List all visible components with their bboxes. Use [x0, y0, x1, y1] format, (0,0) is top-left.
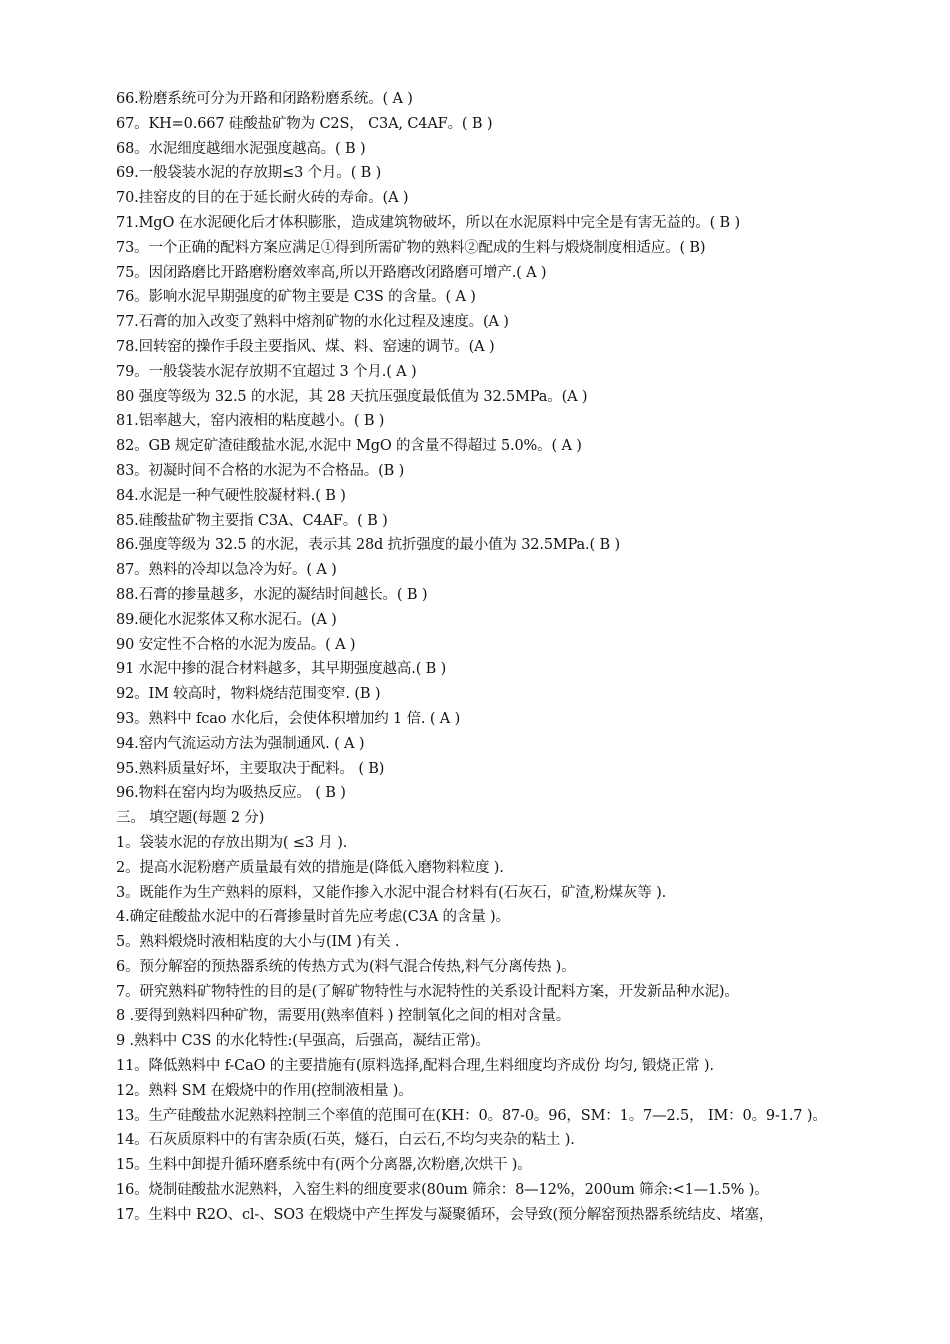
text-line: 71.MgO 在水泥硬化后才体积膨胀，造成建筑物破坏，所以在水泥原料中完全是有害无益的。( B ) — [116, 214, 741, 231]
text-line: 16。烧制硅酸盐水泥熟料，入窑生料的细度要求(80um 筛余：8—12%，200um 筛余:<1—1.5% )。 — [116, 1182, 769, 1199]
text-line: 83。初凝时间不合格的水泥为不合格品。(B ) — [116, 462, 405, 479]
text-line: 88.石膏的掺量越多，水泥的凝结时间越长。( B ) — [116, 586, 428, 603]
text-line: 84.水泥是一种气硬性胶凝材料.( B ) — [116, 487, 346, 504]
text-line: 94.窑内气流运动方法为强制通风. ( A ) — [116, 735, 365, 752]
text-line: 1。袋装水泥的存放出期为( ≤3 月 ). — [116, 834, 348, 851]
text-line: 92。IM 较高时，物料烧结范围变窄. (B ) — [116, 686, 381, 703]
text-line: 91 水泥中掺的混合材料越多，其早期强度越高.( B ) — [116, 661, 447, 678]
text-line: 87。熟料的冷却以急冷为好。( A ) — [116, 562, 337, 579]
text-line: 96.物料在窑内均为吸热反应。 ( B ) — [116, 785, 346, 802]
text-line: 6。预分解窑的预热器系统的传热方式为(料气混合传热,料气分离传热 )。 — [116, 958, 576, 975]
text-line: 76。影响水泥早期强度的矿物主要是 C3S 的含量。( A ) — [116, 289, 476, 306]
text-line: 89.硬化水泥浆体又称水泥石。(A ) — [116, 611, 337, 628]
text-line: 79。一般袋装水泥存放期不宜超过 3 个月.( A ) — [116, 363, 417, 380]
text-line: 80 强度等级为 32.5 的水泥，其 28 天抗压强度最低值为 32.5MPa。(A ) — [116, 388, 588, 405]
text-line: 8 .要得到熟料四种矿物，需要用(熟率值料 ) 控制氧化之间的相对含量。 — [116, 1008, 571, 1025]
text-line: 70.挂窑皮的目的在于延长耐火砖的寿命。(A ) — [116, 190, 409, 207]
text-line: 5。熟料煅烧时液相粘度的大小与(IM )有关 . — [116, 934, 400, 951]
text-line: 17。生料中 R2O、cl-、SO3 在煅烧中产生挥发与凝聚循环，会导致(预分解窑预热器系统结皮、堵塞， — [116, 1206, 774, 1223]
text-line: 73。一个正确的配料方案应满足①得到所需矿物的熟料②配成的生料与煅烧制度相适应。( B) — [116, 239, 706, 256]
text-line: 2。提高水泥粉磨产质量最有效的措施是(降低入磨物料粒度 ). — [116, 859, 504, 876]
text-line: 68。水泥细度越细水泥强度越高。( B ) — [116, 140, 366, 157]
text-line: 9 .熟料中 C3S 的水化特性:(早强高，后强高，凝结正常)。 — [116, 1033, 490, 1050]
text-line: 13。生产硅酸盐水泥熟料控制三个率值的范围可在(KH：0。87-0。96，SM：1。7—2.5， IM：0。9-1.7 )。 — [116, 1107, 827, 1124]
text-line: 66.粉磨系统可分为开路和闭路粉磨系统。( A ) — [116, 91, 413, 107]
text-line: 3。既能作为生产熟料的原料，又能作掺入水泥中混合材料有(石灰石，矿渣,粉煤灰等 ). — [116, 884, 667, 901]
text-line: 82。GB 规定矿渣硅酸盐水泥,水泥中 MgO 的含量不得超过 5.0%。( A ) — [116, 438, 582, 455]
document-body — [116, 87, 916, 1228]
text-line: 7。研究熟料矿物特性的目的是(了解矿物特性与水泥特性的关系设计配料方案，开发新品种水泥)。 — [116, 983, 739, 1000]
text-line: 75。因闭路磨比开路磨粉磨效率高,所以开路磨改闭路磨可增产.( A ) — [116, 264, 547, 281]
text-line: 85.硅酸盐矿物主要指 C3A、C4AF。( B ) — [116, 512, 388, 529]
text-line: 67。KH=0.667 硅酸盐矿物为 C2S， C3A, C4AF。( B ) — [116, 115, 493, 132]
text-line: 77.石膏的加入改变了熟料中熔剂矿物的水化过程及速度。(A ) — [116, 314, 509, 331]
text-line: 78.回转窑的操作手段主要指风、煤、料、窑速的调节。(A ) — [116, 338, 495, 355]
text-line: 14。石灰质原料中的有害杂质(石英，燧石，白云石,不均匀夹杂的粘土 ). — [116, 1132, 575, 1149]
text-line: 12。熟料 SM 在煅烧中的作用(控制液相量 )。 — [116, 1082, 413, 1099]
text-line: 86.强度等级为 32.5 的水泥，表示其 28d 抗折强度的最小值为 32.5MPa.( B ) — [116, 537, 620, 554]
text-line: 69.一般袋装水泥的存放期≤3 个月。( B ) — [116, 165, 382, 182]
text-line: 4.确定硅酸盐水泥中的石膏掺量时首先应考虑(C3A 的含量 )。 — [116, 909, 510, 926]
text-line: 15。生料中卸提升循环磨系统中有(两个分离器,次粉磨,次烘干 )。 — [116, 1157, 532, 1174]
text-line: 93。熟料中 fcao 水化后，会使体积增加约 1 倍. ( A ) — [116, 710, 461, 727]
text-line: 11。降低熟料中 f-CaO 的主要措施有(原料选择,配料合理,生料细度均齐成份 均匀, 锻烧正常 ). — [116, 1058, 714, 1075]
text-line: 95.熟料质量好坏，主要取决于配料。 ( B) — [116, 760, 385, 777]
text-line: 三。 填空题(每题 2 分) — [116, 810, 265, 827]
text-line: 90 安定性不合格的水泥为废品。( A ) — [116, 636, 356, 653]
text-line: 81.铝率越大，窑内液相的粘度越小。( B ) — [116, 413, 385, 430]
